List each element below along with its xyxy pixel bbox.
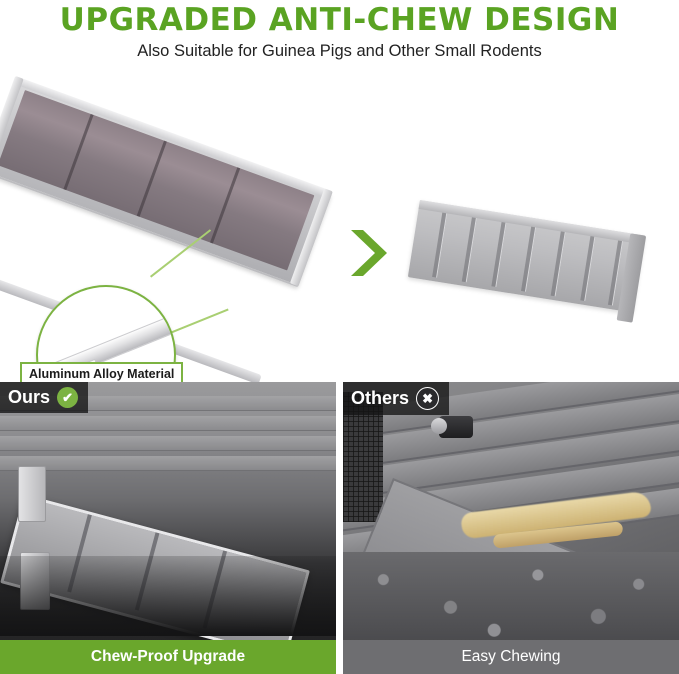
caption-others: Easy Chewing: [343, 640, 679, 674]
cross-icon: ✖: [416, 387, 439, 410]
door-latch: [439, 416, 473, 438]
gravel-ground: [343, 552, 679, 644]
door-hinge: [18, 466, 46, 522]
plastic-ramp-product-image: [406, 200, 645, 325]
material-callout-label: Aluminum Alloy Material: [20, 362, 183, 386]
comparison-panel-others: [343, 382, 679, 674]
photo-ours: [0, 382, 336, 674]
latch-knob: [431, 418, 447, 434]
chevron-right-icon: [349, 230, 389, 276]
page-title: UPGRADED ANTI-CHEW DESIGN: [59, 2, 620, 38]
highlight-gloss: [48, 297, 102, 327]
ramp-deck: [0, 90, 314, 271]
hero-illustration: [0, 72, 679, 382]
panel-divider: [336, 382, 343, 674]
header: [0, 0, 679, 72]
coop-board: [0, 456, 336, 471]
plastic-ramp-rib: [462, 212, 478, 282]
caption-ours: Chew-Proof Upgrade: [0, 640, 336, 674]
plastic-ramp-rib: [491, 217, 507, 287]
label-tag-ours: [0, 382, 88, 413]
photo-others: [343, 382, 679, 674]
plastic-ramp-rib: [551, 226, 567, 296]
coop-floor-shadow: [0, 556, 336, 636]
comparison-panel-ours: [0, 382, 336, 674]
coop-board: [0, 416, 336, 431]
label-tag-others-text: Others: [351, 388, 410, 408]
page-subtitle: Also Suitable for Guinea Pigs and Other Small Rodents: [137, 42, 542, 60]
label-tag-others: [343, 382, 449, 415]
check-icon: ✔: [57, 387, 78, 408]
plastic-ramp-rib: [432, 208, 448, 278]
ramp-slat: [137, 141, 167, 217]
label-tag-ours-text: Ours: [8, 387, 51, 407]
ramp-slat: [210, 167, 240, 243]
plastic-ramp-rib: [521, 222, 537, 292]
plastic-ramp-rib: [580, 231, 596, 301]
ramp-slat: [63, 114, 93, 190]
coop-board: [0, 436, 336, 451]
